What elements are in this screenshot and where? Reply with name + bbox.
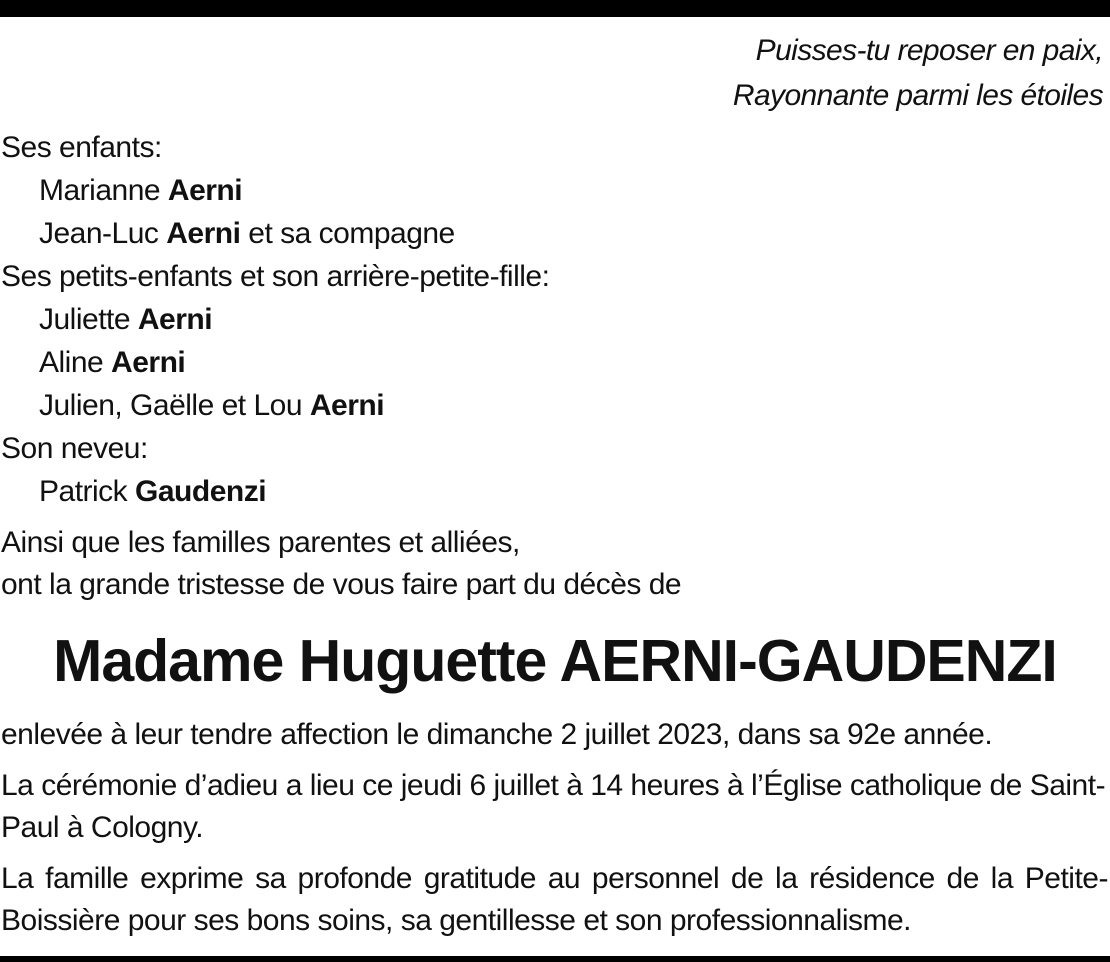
surname: Aerni <box>166 217 241 250</box>
given-name: Juliette <box>39 303 138 336</box>
grandchildren-heading: Ses petits-enfants et son arrière-petite-fille: <box>1 260 550 293</box>
verse-line-1: Puisses-tu reposer en paix, <box>755 34 1103 67</box>
name-suffix: et sa compagne <box>240 217 455 250</box>
family-list <box>1 126 549 513</box>
children-heading: Ses enfants: <box>1 131 162 164</box>
surname: Aerni <box>111 346 186 379</box>
epitaph-verse <box>733 28 1103 118</box>
given-name: Patrick <box>39 475 136 508</box>
family-member <box>1 298 549 341</box>
family-member <box>1 470 549 513</box>
deceased-name: Madame Huguette AERNI-GAUDENZI <box>53 628 1057 694</box>
family-member <box>1 169 549 212</box>
given-name: Jean-Luc <box>39 217 167 250</box>
given-name: Julien, Gaëlle et Lou <box>39 389 310 422</box>
surname: Gaudenzi <box>135 475 267 508</box>
gratitude-paragraph: La famille exprime sa profonde gratitude au personnel de la résidence de la Petite-Boissière pour ses bons soins, sa gentillesse et son professionnalisme. <box>1 862 1108 937</box>
given-name: Aline <box>39 346 112 379</box>
intro-line-1: Ainsi que les familles parentes et alliées, <box>1 526 520 559</box>
given-name: Marianne <box>39 174 168 207</box>
family-member <box>1 384 549 427</box>
family-member <box>1 341 549 384</box>
family-member <box>1 212 549 255</box>
surname: Aerni <box>137 303 213 336</box>
bottom-border-rule <box>0 956 1110 962</box>
ceremony-paragraph: La cérémonie d’adieu a lieu ce jeudi 6 juillet à 14 heures à l’Église catholique de Saint-Paul à Cologny. <box>1 769 1106 844</box>
intro-line-2: ont la grande tristesse de vous faire part du décès de <box>1 568 682 601</box>
surname: Aerni <box>167 174 243 207</box>
nephew-heading: Son neveu: <box>1 432 148 465</box>
verse-line-2: Rayonnante parmi les étoiles <box>732 79 1103 112</box>
announcement-intro <box>1 522 681 606</box>
top-border-rule <box>0 0 1110 17</box>
death-date-paragraph: enlevée à leur tendre affection le dimanche 2 juillet 2023, dans sa 92e année. <box>1 718 993 751</box>
surname: Aerni <box>309 389 385 422</box>
